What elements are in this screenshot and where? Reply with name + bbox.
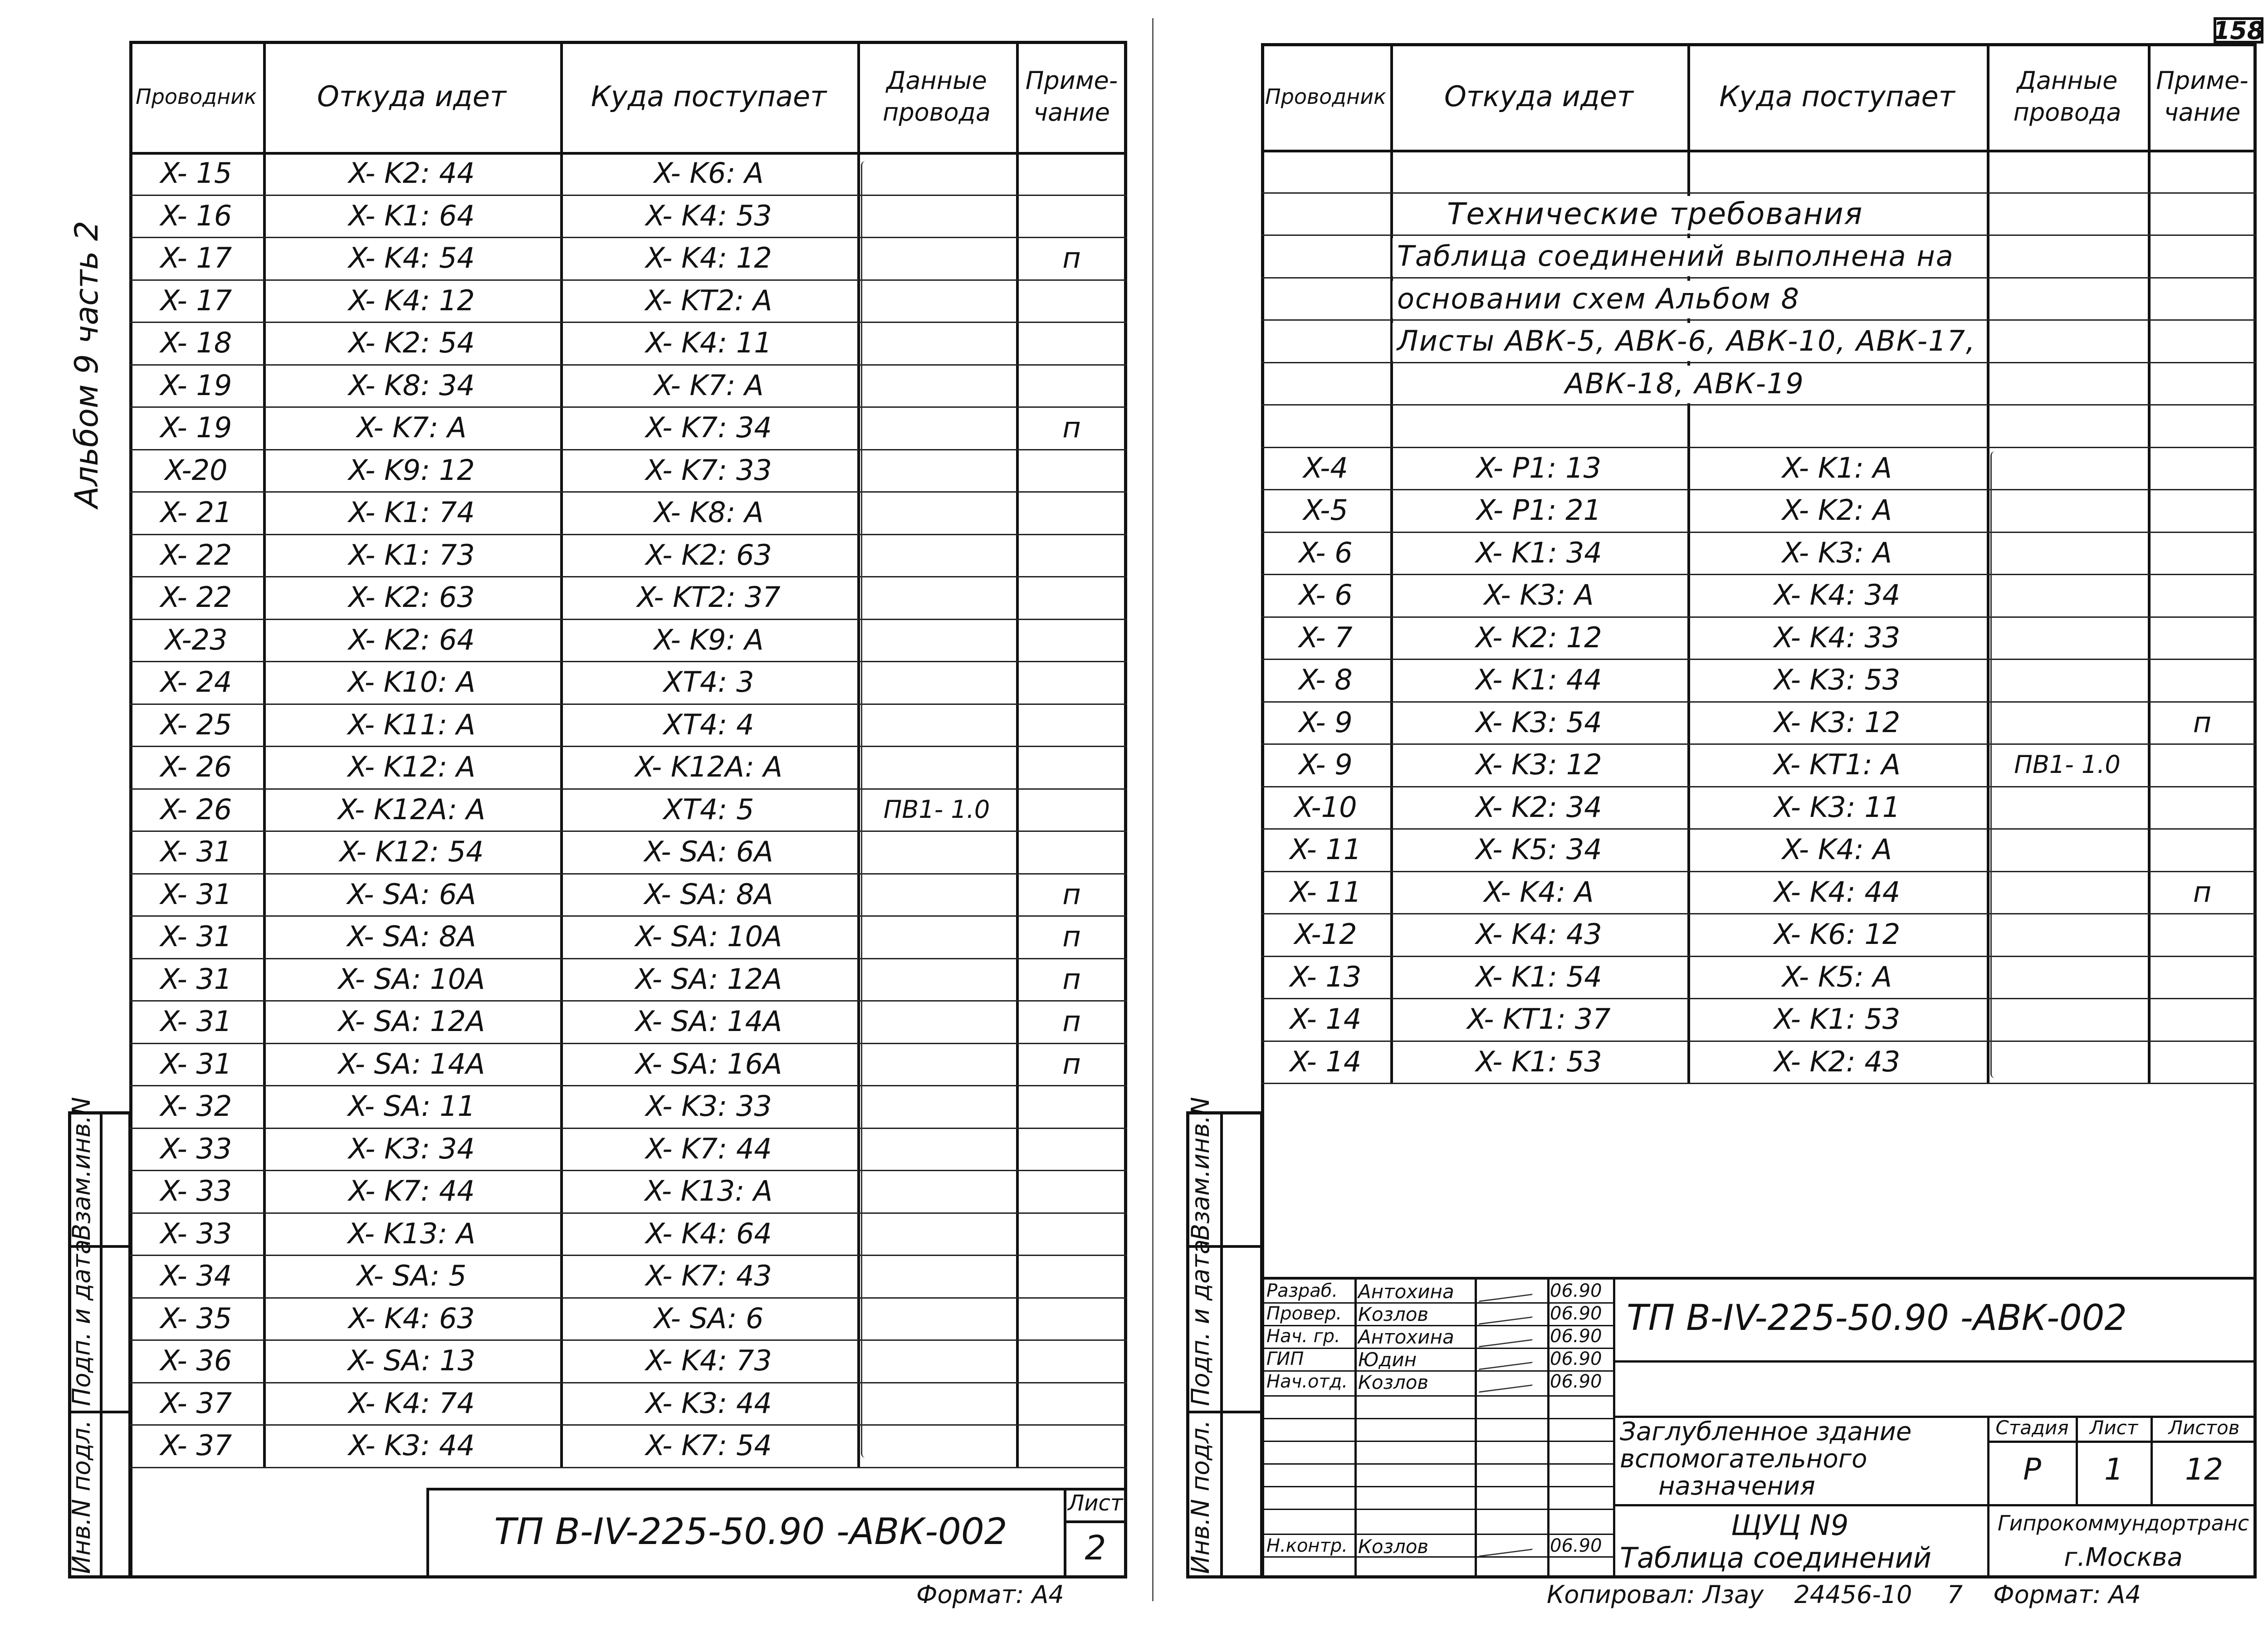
to-cell: X- K3: 44 [645,1386,772,1420]
conductor-cell: X-23 [165,623,228,656]
left-stamp-code: ТП В-IV-225-50.90 -АВК-002 [494,1510,1007,1553]
column-header: Куда поступает [1719,79,1955,113]
stamp-role: Н.контр. [1266,1535,1348,1556]
stamp-role: Нач. гр. [1266,1326,1340,1347]
stamp-date: 06.90 [1550,1280,1602,1301]
stamp-row-divider [1264,1534,1613,1535]
from-cell: X- K11: A [347,708,476,741]
stamp-row-divider [1264,1486,1613,1487]
note-cell: п [1062,1047,1081,1080]
from-cell: X- SA: 13 [347,1344,476,1378]
column-divider [857,41,860,1467]
to-cell: X- SA: 12A [635,962,782,996]
note-cell: п [2193,705,2212,739]
to-cell: X- K4: 33 [1774,621,1901,654]
column-header: Данные провода [2013,66,2121,127]
from-cell: X- K2: 64 [348,623,475,656]
from-cell: X- K4: 12 [348,283,475,317]
from-cell: X- K8: 34 [348,368,475,402]
to-cell: X- K3: 12 [1774,705,1901,739]
to-cell: X- SA: 10A [635,920,782,953]
from-cell: X- K4: 43 [1476,918,1602,951]
conductor-cell: X- 13 [1290,960,1362,993]
to-cell: X- K8: A [654,496,764,529]
to-cell: X- K4: A [1782,833,1892,866]
left-stamp-sheet-label: Лист [1068,1490,1123,1516]
column-header: Данные провода [883,66,991,127]
right-inv-field: Инв.N подл. [1186,1420,1215,1574]
to-cell: X- K7: 34 [645,411,772,445]
from-cell: X- K4: 74 [348,1386,475,1420]
to-cell: X- K4: 73 [645,1344,772,1378]
to-cell: X- K4: 53 [645,199,772,232]
from-cell: X- K9: 12 [348,453,475,487]
page-number-box [2214,17,2263,44]
to-cell: X- K1: A [1782,451,1892,484]
to-cell: X- K3: 53 [1774,663,1901,697]
wire-group-brace [1990,451,1999,1079]
right-sign-field: Подп. и дата [1186,1239,1215,1406]
to-cell: X- K4: 34 [1774,578,1901,612]
stamp-row-divider [1264,1418,1613,1419]
stamp-role: Нач.отд. [1266,1371,1348,1392]
to-cell: XT4: 4 [663,708,754,741]
from-cell: X- K7: A [357,411,467,445]
from-cell: X- K4: A [1484,875,1594,909]
from-cell: X- K4: 54 [348,241,475,275]
stamp-org-line: г.Москва [2064,1543,2183,1572]
conductor-cell: X- 14 [1290,1002,1362,1036]
stamp-role: Провер. [1266,1303,1342,1324]
to-cell: X- K3: 33 [645,1090,772,1123]
stamp-doc-title-line: Таблица соединений [1620,1541,1932,1574]
stamp-stage-label: Стадия [1995,1417,2069,1439]
from-cell: X- K12: A [347,750,476,784]
column-header: Откуда идет [317,79,507,113]
left-side-strip-divider [100,1111,103,1578]
signature-icon [1479,1325,1539,1348]
wire-data-cell: ПВ1- 1.0 [2014,750,2121,779]
stamp-date: 06.90 [1550,1326,1602,1347]
stamp-row-divider [1264,1395,1613,1397]
note-cell: п [1062,411,1081,445]
from-cell: X- K3: 34 [348,1132,475,1165]
tech-requirement-line: Таблица соединений выполнена на [1393,238,1959,276]
conductor-cell: X- 33 [160,1217,232,1250]
conductor-cell: X-5 [1303,494,1348,527]
stamp-title-line: вспомогательного [1620,1444,1867,1474]
right-stamp [1261,1277,2257,1578]
stamp-title-line: Заглубленное здание [1620,1417,1912,1446]
conductor-cell: X-10 [1294,790,1357,824]
right-format: Формат: А4 [1993,1580,2141,1609]
right-replace-field: Взам.инв.N [1186,1097,1215,1241]
to-cell: X- K3: A [1782,536,1892,569]
conductor-cell: X- 35 [160,1301,232,1335]
left-replace-field: Взам.инв.N [67,1097,96,1241]
row-divider [1261,362,2257,363]
note-cell: п [1062,241,1081,275]
from-cell: X- K1: 64 [348,199,475,232]
from-cell: X- SA: 11 [347,1090,476,1123]
page-number: 158 [2213,16,2264,45]
conductor-cell: X- 36 [160,1344,232,1378]
conductor-cell: X- 31 [160,835,232,869]
to-cell: X- KT2: 37 [637,581,781,614]
signature-icon [1479,1280,1539,1302]
conductor-cell: X- 24 [160,665,232,699]
to-cell: X- K2: 63 [645,538,772,572]
conductor-cell: X- 9 [1299,748,1353,782]
column-header: Приме-чание [2156,66,2248,127]
stamp-sheet-value: 1 [2104,1452,2123,1487]
wire-data-cell: ПВ1- 1.0 [883,795,990,824]
left-stamp-sheet-divider [1064,1520,1127,1523]
stamp-date: 06.90 [1550,1303,1602,1324]
conductor-cell: X- 7 [1299,621,1353,654]
stamp-org-line: Гипрокоммундортранс [1997,1511,2249,1535]
row-divider [1261,277,2257,279]
stamp-col-divider [1613,1280,1615,1576]
tech-requirement-line: Листы АВК-5, АВК-6, АВК-10, АВК-17, [1393,323,1980,361]
stamp-col-divider [1354,1280,1357,1576]
conductor-cell: X- 19 [160,368,232,402]
conductor-cell: X- 15 [160,156,232,190]
to-cell: X- K2: 43 [1774,1045,1901,1078]
from-cell: X- K3: 54 [1476,705,1602,739]
to-cell: X- K7: 43 [645,1259,772,1293]
conductor-cell: X-12 [1294,918,1357,951]
right-copy-mark: 7 [1947,1580,1963,1609]
conductor-cell: X- 31 [160,1005,232,1038]
tech-requirement-line: Технические требования [1442,196,1867,234]
right-connection-table [1261,43,2257,1089]
from-cell: X- SA: 8A [347,920,476,953]
left-side-strip-row-2 [68,1411,132,1413]
row-divider [129,1467,1127,1468]
left-inv-field: Инв.N подл. [67,1420,96,1574]
to-cell: XT4: 5 [663,792,754,826]
conductor-cell: X- 25 [160,708,232,741]
stamp-date: 06.90 [1550,1349,1602,1369]
conductor-cell: X- 11 [1290,875,1362,909]
stamp-date: 06.90 [1550,1535,1602,1556]
from-cell: X- K2: 54 [348,326,475,360]
stamp-stage-header-divider [1987,1441,2257,1443]
from-cell: X- SA: 12A [338,1005,485,1038]
column-header: Проводник [1265,84,1386,109]
signature-icon [1479,1535,1539,1557]
to-cell: X- K13: A [645,1174,773,1208]
stamp-row-divider [1264,1556,1613,1558]
from-cell: X- SA: 10A [338,962,485,996]
conductor-cell: X- 31 [160,1047,232,1080]
row-divider [1261,235,2257,236]
to-cell: X- K12A: A [635,750,782,784]
conductor-cell: X- 37 [160,1386,232,1420]
to-cell: X- KT2: A [645,283,772,317]
column-header: Проводник [136,84,257,109]
stamp-name: Козлов [1358,1371,1429,1393]
from-cell: X- K1: 54 [1476,960,1602,993]
to-cell: X- SA: 16A [635,1047,782,1080]
from-cell: X- K3: A [1484,578,1594,612]
to-cell: X- K1: 53 [1774,1002,1901,1036]
signature-icon [1479,1348,1539,1370]
stamp-name: Козлов [1358,1535,1429,1558]
row-divider [1261,319,2257,321]
stamp-doc-title-line: ЩУЦ N9 [1731,1509,1849,1542]
from-cell: X- K10: A [347,665,476,699]
stamp-col-divider [1547,1280,1549,1576]
to-cell: X- SA: 6A [644,835,773,869]
note-cell: п [1062,1005,1081,1038]
row-divider [1261,192,2257,194]
note-cell: п [2193,875,2212,909]
conductor-cell: X- 6 [1299,578,1353,612]
to-cell: X- K7: 44 [645,1132,772,1165]
from-cell: X- P1: 13 [1476,451,1602,484]
note-cell: п [1062,877,1081,911]
conductor-cell: X- 17 [160,283,232,317]
from-cell: X- K2: 34 [1476,790,1602,824]
from-cell: X- K1: 44 [1476,663,1602,697]
left-connection-table [129,41,1127,1465]
to-cell: X- K3: 11 [1774,790,1901,824]
to-cell: X- K2: A [1782,494,1892,527]
album-label: Альбом 9 часть 2 [68,220,105,508]
from-cell: X- K12: 54 [339,835,484,869]
from-cell: X- KT1: 37 [1467,1002,1611,1036]
row-divider [1261,1083,2257,1084]
to-cell: X- K4: 12 [645,241,772,275]
conductor-cell: X- 26 [160,792,232,826]
conductor-cell: X-4 [1303,451,1348,484]
row-divider [1261,404,2257,406]
from-cell: X- K3: 44 [348,1429,475,1462]
conductor-cell: X- 31 [160,877,232,911]
to-cell: X- SA: 8A [644,877,773,911]
to-cell: X- SA: 6 [654,1301,764,1335]
conductor-cell: X- 37 [160,1429,232,1462]
from-cell: X- K1: 34 [1476,536,1602,569]
stamp-code: ТП В-IV-225-50.90 -АВК-002 [1627,1298,2127,1339]
stamp-name: Антохина [1358,1326,1454,1348]
stamp-name: Антохина [1358,1280,1454,1303]
conductor-cell: X- 9 [1299,705,1353,739]
right-copy-number: 24456-10 [1794,1580,1912,1609]
from-cell: X- K1: 73 [348,538,475,572]
from-cell: X- K13: A [347,1217,476,1250]
to-cell: XT4: 3 [663,665,754,699]
to-cell: X- K6: A [654,156,764,190]
note-cell: п [1062,920,1081,953]
conductor-cell: X- 19 [160,411,232,445]
conductor-cell: X- 33 [160,1132,232,1165]
to-cell: X- K4: 64 [645,1217,772,1250]
from-cell: X- K1: 53 [1476,1045,1602,1078]
from-cell: X- P1: 21 [1476,494,1602,527]
from-cell: X- K4: 63 [348,1301,475,1335]
conductor-cell: X- 6 [1299,536,1353,569]
from-cell: X- SA: 14A [338,1047,485,1080]
stamp-date: 06.90 [1550,1371,1602,1392]
stamp-sheets-label: Листов [2168,1417,2240,1439]
stamp-row-divider [1264,1463,1613,1465]
from-cell: X- K5: 34 [1476,833,1602,866]
stamp-col-divider [1475,1280,1477,1576]
from-cell: X- K7: 44 [348,1174,475,1208]
from-cell: X- K3: 12 [1476,748,1602,782]
stamp-title-line: назначения [1658,1471,1815,1501]
center-divider [1152,18,1154,1601]
conductor-cell: X- 32 [160,1090,232,1123]
stamp-row-divider [1264,1441,1613,1442]
conductor-cell: X- 16 [160,199,232,232]
from-cell: X- K2: 63 [348,581,475,614]
right-copied-label: Копировал: Лзау [1547,1580,1764,1609]
conductor-cell: X- 21 [160,496,232,529]
conductor-cell: X- 31 [160,920,232,953]
tech-requirement-line: основании схем Альбом 8 [1393,281,1804,319]
wire-group-brace [861,161,870,1458]
right-side-strip-row-2 [1186,1411,1263,1413]
conductor-cell: X- 31 [160,962,232,996]
conductor-cell: X- 22 [160,581,232,614]
conductor-cell: X- 18 [160,326,232,360]
from-cell: X- SA: 5 [357,1259,467,1293]
column-header: Куда поступает [591,79,827,113]
right-side-strip-divider [1220,1111,1223,1578]
to-cell: X- K7: 33 [645,453,772,487]
conductor-cell: X-20 [165,453,228,487]
conductor-cell: X- 8 [1299,663,1353,697]
to-cell: X- K4: 44 [1774,875,1901,909]
conductor-cell: X- 33 [160,1174,232,1208]
header-underline [1261,150,2257,152]
left-stamp-sheet-number: 2 [1085,1529,1106,1568]
conductor-cell: X- 17 [160,241,232,275]
right-copied [1547,1580,2141,1609]
column-divider [1987,43,1989,1083]
to-cell: X- K5: A [1782,960,1892,993]
signature-icon [1479,1371,1539,1393]
tech-requirement-line: АВК-18, АВК-19 [1560,366,1809,404]
column-divider [2148,43,2151,1083]
from-cell: X- K2: 12 [1476,621,1602,654]
left-sign-field: Подп. и дата [67,1239,96,1406]
conductor-cell: X- 22 [160,538,232,572]
to-cell: X- KT1: A [1774,748,1901,782]
to-cell: X- K6: 12 [1774,918,1901,951]
stamp-stage-value: Р [2023,1452,2041,1487]
to-cell: X- K7: A [654,368,764,402]
conductor-cell: X- 26 [160,750,232,784]
stamp-name: Юдин [1358,1349,1417,1371]
stamp-code-divider [1613,1360,2257,1363]
conductor-cell: X- 34 [160,1259,232,1293]
conductor-cell: X- 11 [1290,833,1362,866]
stamp-role: Разраб. [1266,1280,1338,1301]
stamp-sheets-value: 12 [2185,1452,2223,1487]
stamp-sheet-label: Лист [2089,1417,2138,1439]
to-cell: X- K4: 11 [645,326,772,360]
from-cell: X- K12A: A [338,792,485,826]
stamp-doc-divider [1613,1504,2257,1506]
column-header: Откуда идет [1444,79,1634,113]
to-cell: X- K9: A [654,623,764,656]
from-cell: X- K2: 44 [348,156,475,190]
note-cell: п [1062,962,1081,996]
stamp-role: ГИП [1266,1349,1304,1369]
from-cell: X- K1: 74 [348,496,475,529]
left-format: Формат: А4 [916,1580,1064,1609]
conductor-cell: X- 14 [1290,1045,1362,1078]
to-cell: X- K7: 54 [645,1429,772,1462]
stamp-row-divider [1264,1509,1613,1510]
stamp-name: Козлов [1358,1303,1429,1325]
to-cell: X- SA: 14A [635,1005,782,1038]
column-header: Приме-чание [1025,66,1118,127]
from-cell: X- SA: 6A [347,877,476,911]
signature-icon [1479,1303,1539,1325]
